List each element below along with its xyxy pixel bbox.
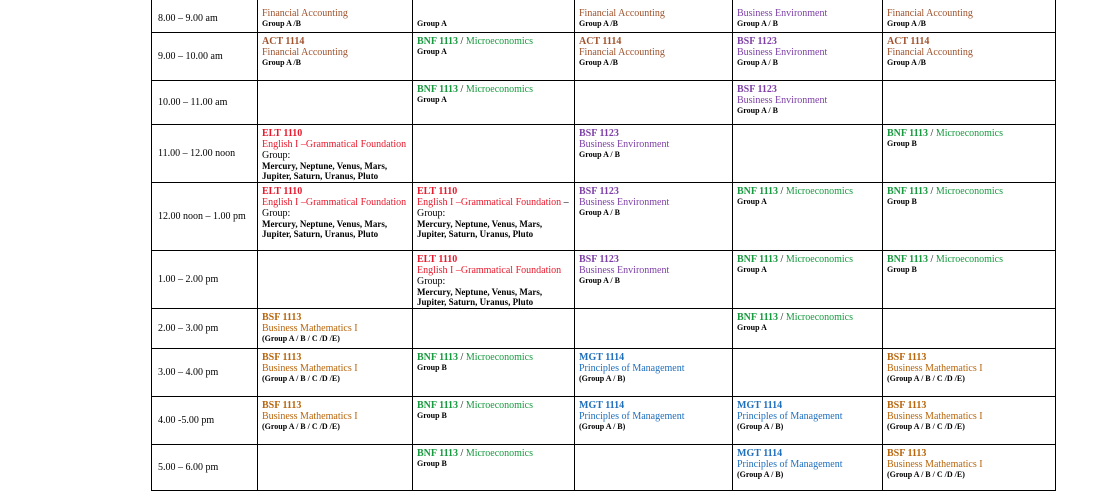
time-slot: 10.00 – 11.00 am (152, 81, 258, 125)
course-title: English I –Grammatical Foundation (417, 265, 562, 276)
class-cell (575, 397, 733, 445)
group-label: Group A / B (579, 150, 620, 159)
time-slot: 2.00 – 3.00 pm (152, 309, 258, 349)
timetable-row (152, 349, 1056, 397)
class-cell (883, 81, 1056, 125)
course-title: Microeconomics (465, 448, 534, 459)
course-title: Principles of Management (737, 411, 843, 422)
class-cell (575, 349, 733, 397)
class-cell (258, 33, 413, 81)
timetable-row (152, 251, 1056, 309)
course-code: ELT 1110 (417, 254, 458, 265)
group-label: Group A / B (737, 106, 778, 115)
class-cell (258, 125, 413, 183)
class-cell (575, 309, 733, 349)
group-label: Group A / B (579, 276, 620, 285)
course-title: Business Environment (737, 47, 828, 58)
class-cell (258, 445, 413, 491)
timetable-row (152, 397, 1056, 445)
course-title: Microeconomics (465, 36, 534, 47)
course-title: Business Mathematics I (262, 411, 358, 422)
course-title: Financial Accounting (262, 47, 348, 58)
course-code: BSF 1123 (737, 36, 777, 47)
group-label: Group A (737, 265, 767, 274)
course-code: ELT 1110 (417, 186, 458, 197)
course-code: BNF 1113 (417, 352, 459, 363)
class-cell (883, 445, 1056, 491)
course-code: ELT 1110 (262, 186, 303, 197)
timetable-row (152, 445, 1056, 491)
group-label: (Group A / B) (579, 422, 626, 431)
group-prefix: Group: (262, 150, 291, 161)
course-title: Microeconomics (935, 128, 1004, 139)
course-title: Business Environment (579, 265, 670, 276)
class-cell (575, 81, 733, 125)
class-cell (883, 309, 1056, 349)
course-title: Business Environment (579, 197, 670, 208)
course-code: MGT 1114 (579, 352, 625, 363)
class-cell (733, 251, 883, 309)
course-code: ACT 1114 (887, 36, 930, 47)
course-code: BSF 1123 (579, 254, 619, 265)
class-cell (575, 0, 733, 33)
group-label: Group A / B (579, 208, 620, 217)
time-slot: 5.00 – 6.00 pm (152, 445, 258, 491)
course-code: BNF 1113 (737, 254, 779, 265)
group-label: (Group A / B) (737, 470, 784, 479)
time-slot: 9.00 – 10.00 am (152, 33, 258, 81)
class-cell (733, 309, 883, 349)
course-title: Microeconomics (785, 186, 854, 197)
course-code: BNF 1113 (417, 84, 459, 95)
separator: / (928, 186, 936, 197)
class-cell (883, 0, 1056, 33)
course-code: BNF 1113 (417, 448, 459, 459)
group-label: Group B (887, 197, 917, 206)
course-title: Microeconomics (935, 186, 1004, 197)
class-cell (733, 397, 883, 445)
time-slot: 12.00 noon – 1.00 pm (152, 183, 258, 251)
course-title: English I –Grammatical Foundation (262, 139, 407, 150)
group-label: Group A /B (579, 58, 618, 67)
separator: / (458, 448, 466, 459)
group-label: Group A /B (262, 58, 301, 67)
group-label: Group A / B (737, 58, 778, 67)
group-label: Group A /B (887, 19, 926, 28)
time-slot: 4.00 -5.00 pm (152, 397, 258, 445)
group-label: Group B (887, 265, 917, 274)
course-title: Business Mathematics I (887, 363, 983, 374)
class-cell (575, 251, 733, 309)
class-cell (258, 397, 413, 445)
course-code: ACT 1114 (579, 36, 622, 47)
time-slot: 11.00 – 12.00 noon (152, 125, 258, 183)
class-cell (258, 251, 413, 309)
separator: / (928, 254, 936, 265)
group-prefix: Group: (262, 208, 291, 219)
course-title: Microeconomics (785, 254, 854, 265)
group-label: (Group A / B / C /D /E) (887, 374, 965, 383)
class-cell (733, 183, 883, 251)
class-cell (575, 125, 733, 183)
group-label: Group A /B (887, 58, 926, 67)
group-label: (Group A / B) (579, 374, 626, 383)
timetable-body (152, 0, 1056, 491)
class-cell (258, 183, 413, 251)
course-code: BNF 1113 (737, 312, 779, 323)
course-code: MGT 1114 (579, 400, 625, 411)
class-cell (413, 125, 575, 183)
class-cell (413, 183, 575, 251)
class-cell (733, 349, 883, 397)
timetable (151, 0, 1056, 491)
class-cell (883, 33, 1056, 81)
course-title: Principles of Management (737, 459, 843, 470)
course-code: BNF 1113 (887, 128, 929, 139)
class-cell (258, 0, 413, 33)
time-slot: 8.00 – 9.00 am (152, 0, 258, 33)
class-cell (258, 81, 413, 125)
course-code: BSF 1123 (579, 186, 619, 197)
course-code: BNF 1113 (887, 254, 929, 265)
group-label: (Group A / B / C /D /E) (262, 374, 340, 383)
class-cell (413, 445, 575, 491)
class-cell (883, 349, 1056, 397)
course-title: Business Mathematics I (887, 459, 983, 470)
course-code: BSF 1113 (262, 312, 302, 323)
course-title: Financial Accounting (579, 47, 665, 58)
course-title: Business Environment (737, 95, 828, 106)
course-title: Business Mathematics I (262, 323, 358, 334)
course-title: English I –Grammatical Foundation (262, 197, 407, 208)
class-cell (733, 33, 883, 81)
group-label: Mercury, Neptune, Venus, Mars, Jupiter, Saturn, Uranus, Pluto (262, 161, 388, 181)
course-code: BNF 1113 (417, 36, 459, 47)
group-label: Mercury, Neptune, Venus, Mars, Jupiter, Saturn, Uranus, Pluto (262, 219, 388, 239)
separator: / (778, 186, 786, 197)
course-title: Business Mathematics I (887, 411, 983, 422)
group-label: Group A (737, 323, 767, 332)
course-code: ACT 1114 (262, 36, 305, 47)
course-code: BNF 1113 (417, 400, 459, 411)
course-code: BSF 1113 (262, 352, 302, 363)
group-label: Group B (417, 459, 447, 468)
group-label: Mercury, Neptune, Venus, Mars, Jupiter, Saturn, Uranus, Pluto (417, 219, 543, 239)
class-cell (413, 349, 575, 397)
group-prefix: – Group: (417, 197, 569, 219)
separator: / (458, 400, 466, 411)
course-title: Microeconomics (785, 312, 854, 323)
class-cell (575, 183, 733, 251)
separator: / (458, 36, 466, 47)
timetable-row (152, 183, 1056, 251)
time-slot: 3.00 – 4.00 pm (152, 349, 258, 397)
class-cell (413, 251, 575, 309)
course-code: BNF 1113 (737, 186, 779, 197)
class-cell (883, 183, 1056, 251)
class-cell (575, 445, 733, 491)
class-cell (883, 397, 1056, 445)
group-label: (Group A / B / C /D /E) (262, 334, 340, 343)
class-cell (258, 309, 413, 349)
group-label: Group B (887, 139, 917, 148)
course-title: Principles of Management (579, 411, 685, 422)
group-label: Mercury, Neptune, Venus, Mars, Jupiter, Saturn, Uranus, Pluto (417, 287, 543, 307)
course-code: BSF 1113 (887, 400, 927, 411)
group-label: Group A (737, 197, 767, 206)
group-label: (Group A / B / C /D /E) (887, 422, 965, 431)
class-cell (413, 33, 575, 81)
course-title: Microeconomics (465, 84, 534, 95)
class-cell (733, 125, 883, 183)
class-cell (413, 397, 575, 445)
timetable-row (152, 33, 1056, 81)
group-label: Group A /B (262, 19, 301, 28)
class-cell (883, 125, 1056, 183)
class-cell (258, 349, 413, 397)
class-cell (575, 33, 733, 81)
class-cell (413, 0, 575, 33)
group-label: Group A (417, 47, 447, 56)
course-title: Business Environment (737, 8, 828, 19)
course-code: BSF 1123 (579, 128, 619, 139)
group-label: Group A (417, 95, 447, 104)
course-code: MGT 1114 (737, 400, 783, 411)
course-title: Financial Accounting (262, 8, 348, 19)
course-title: Microeconomics (935, 254, 1004, 265)
time-slot: 1.00 – 2.00 pm (152, 251, 258, 309)
course-title: Financial Accounting (579, 8, 665, 19)
group-label: (Group A / B / C /D /E) (887, 470, 965, 479)
group-label: Group A / B (737, 19, 778, 28)
course-code: ELT 1110 (262, 128, 303, 139)
class-cell (733, 445, 883, 491)
timetable-row (152, 81, 1056, 125)
separator: / (458, 352, 466, 363)
course-title: Financial Accounting (887, 47, 973, 58)
course-title: Financial Accounting (887, 8, 973, 19)
class-cell (413, 309, 575, 349)
course-title: Business Environment (579, 139, 670, 150)
class-cell (733, 0, 883, 33)
timetable-row (152, 125, 1056, 183)
group-label: (Group A / B) (737, 422, 784, 431)
course-code: BSF 1123 (737, 84, 777, 95)
separator: / (778, 312, 786, 323)
group-label: Group B (417, 411, 447, 420)
course-code: BNF 1113 (887, 186, 929, 197)
course-title: Business Mathematics I (262, 363, 358, 374)
timetable-row (152, 0, 1056, 33)
course-title: Principles of Management (579, 363, 685, 374)
group-label: Group B (417, 363, 447, 372)
class-cell (733, 81, 883, 125)
course-code: MGT 1114 (737, 448, 783, 459)
group-label: (Group A / B / C /D /E) (262, 422, 340, 431)
course-title: Microeconomics (465, 352, 534, 363)
group-label: Group A (417, 19, 447, 28)
course-code: BSF 1113 (887, 448, 927, 459)
course-title: English I –Grammatical Foundation (417, 197, 562, 208)
separator: / (928, 128, 936, 139)
timetable-row (152, 309, 1056, 349)
group-label: Group A /B (579, 19, 618, 28)
class-cell (883, 251, 1056, 309)
separator: / (458, 84, 466, 95)
class-cell (413, 81, 575, 125)
group-prefix: Group: (417, 276, 446, 287)
separator: / (778, 254, 786, 265)
course-code: BSF 1113 (887, 352, 927, 363)
course-title: Microeconomics (465, 400, 534, 411)
course-code: BSF 1113 (262, 400, 302, 411)
